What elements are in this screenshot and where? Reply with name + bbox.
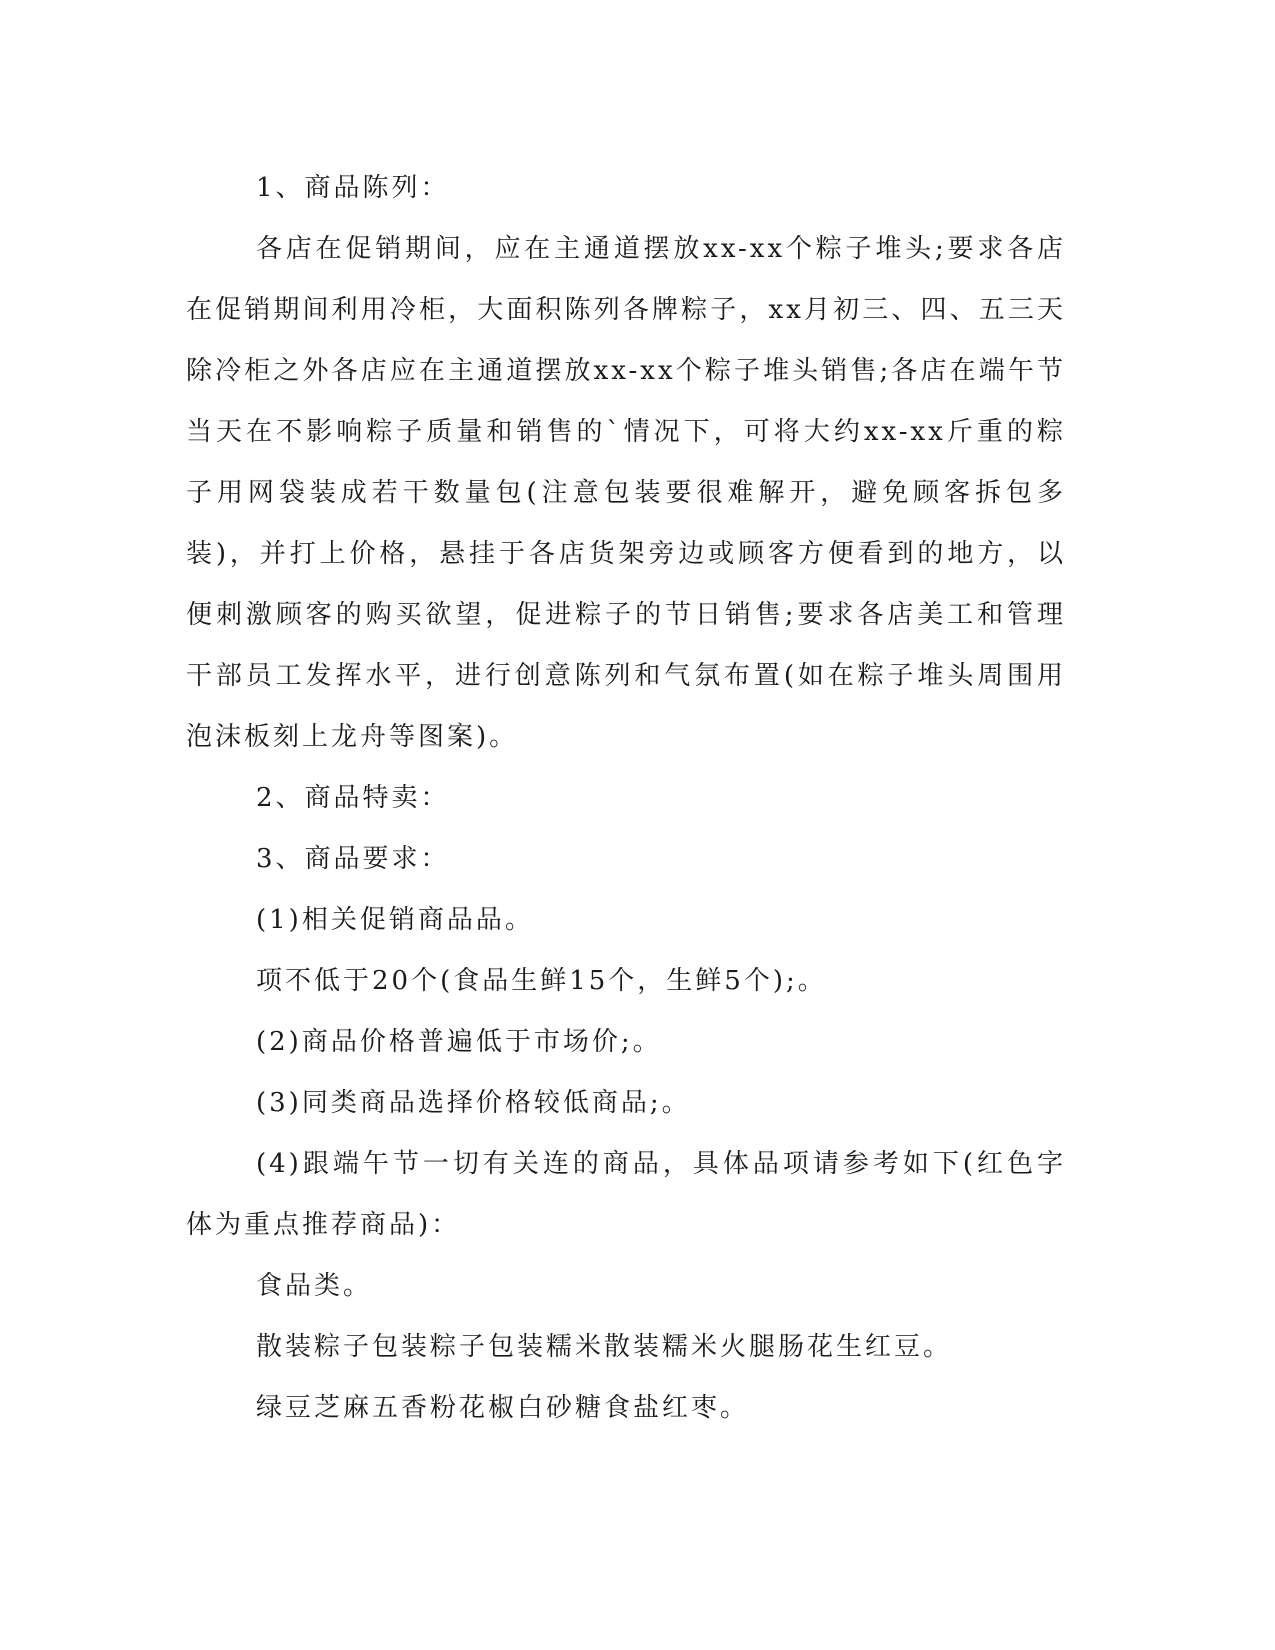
heading-product-display: 1、商品陈列： (256, 173, 450, 203)
requirement-item-1: (1)相关促销商品品。 (256, 905, 534, 935)
heading-product-special-sale: 2、商品特卖： (256, 783, 450, 813)
requirement-item-4: (4)跟端午节一切有关连的商品，具体品项请参考如下(红色字体为重点推荐商品)： (186, 1149, 1066, 1240)
document-body (186, 158, 1066, 1439)
requirement-item-3: (3)同类商品选择价格较低商品;。 (256, 1088, 691, 1118)
food-item-list-2: 绿豆芝麻五香粉花椒白砂糖食盐红枣。 (256, 1393, 750, 1423)
paragraph-display-details: 各店在促销期间，应在主通道摆放xx-xx个粽子堆头;要求各店在促销期间利用冷柜，大面积陈列各牌粽子，xx月初三、四、五三天除冷柜之外各店应在主通道摆放xx-xx个粽子堆头销售;各店在端午节当天在不影响粽子质量和销售的`情况下，可将大约xx-xx斤重的粽子用网袋装成若干数量包(注意包装要很难解开，避免顾客拆包多装)，并打上价格，悬挂于各店货架旁边或顾客方便看到的地方，以便刺激顾客的购买欲望，促进粽子的节日销售;要求各店美工和管理干部员工发挥水平，进行创意陈列和气氛布置(如在粽子堆头周围用泡沫板刻上龙舟等图案)。 (186, 234, 1066, 752)
requirement-item-1-detail: 项不低于20个(食品生鲜15个，生鲜5个);。 (256, 966, 827, 996)
food-item-list-1: 散装粽子包装粽子包装糯米散装糯米火腿肠花生红豆。 (256, 1332, 953, 1362)
category-food-heading: 食品类。 (256, 1271, 373, 1301)
heading-product-requirements: 3、商品要求： (256, 844, 450, 874)
requirement-item-2: (2)商品价格普遍低于市场价;。 (256, 1027, 662, 1057)
